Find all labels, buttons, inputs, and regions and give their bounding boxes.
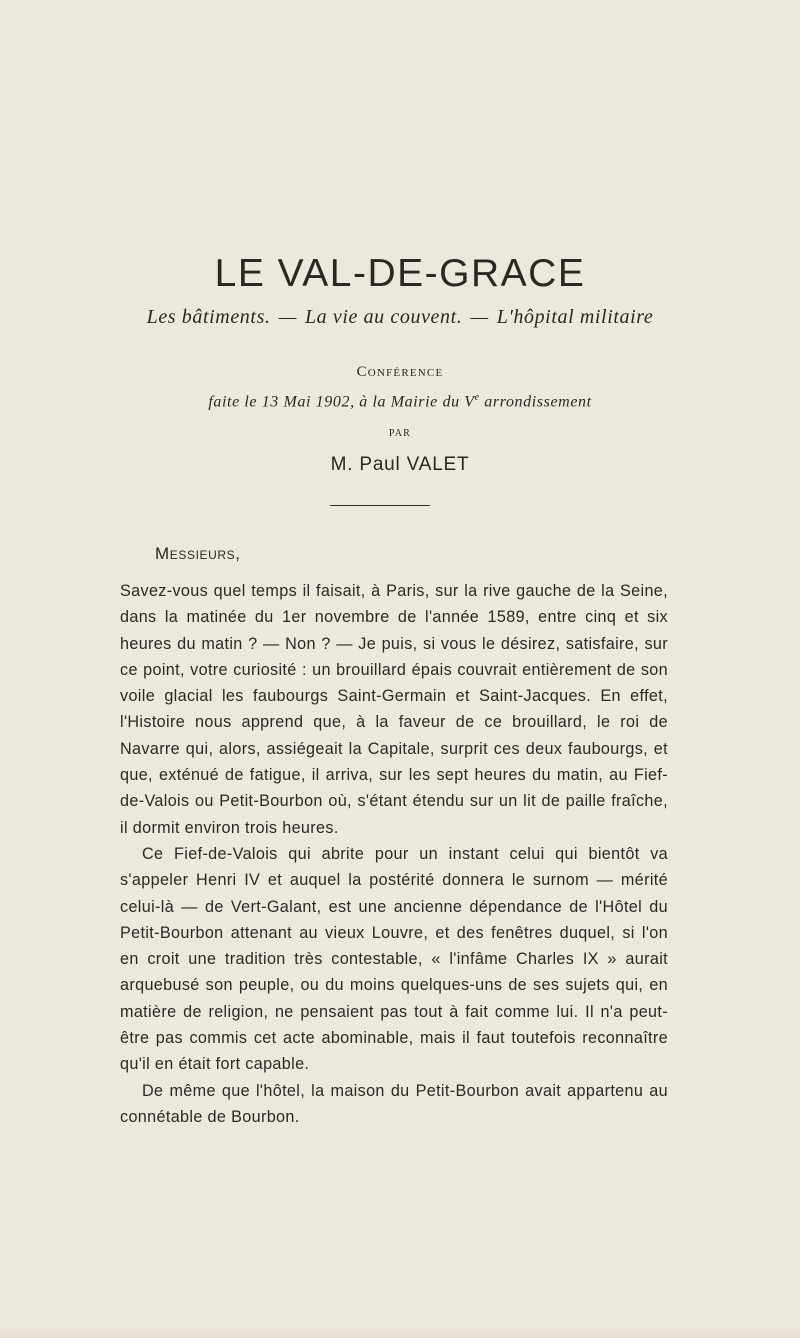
salutation: Messieurs, xyxy=(155,544,241,563)
conference-date-arrondissement: arrondissement xyxy=(479,393,592,411)
author-name: M. Paul VALET xyxy=(330,454,470,475)
conference-date-line xyxy=(0,392,800,411)
conference-heading: Conférence xyxy=(356,364,444,380)
paragraph: Ce Fief-de-Valois qui abrite pour un instant celui qui bientôt va s'appeler Henri IV et auquel la postérité donnera le surnom — mérité celui-là — de Vert-Galant, est une ancienne dépendance de l'Hôtel du Petit-Bourbon attenant au vieux Louvre, et des fenêtres duquel, si l'on en croit une tradition très contestable, « l'infâme Charles IX » aurait arquebusé son peuple, ou du moins quelques-uns de ses sujets qui, en matière de religion, ne pensaient pas tout à fait comme lui. Il n'a peut-être pas commis cet acte abominable, mais il faut toutefois reconnaître qu'il en était fort capable. xyxy=(120,844,668,1074)
arrondissement-superscript: e xyxy=(474,392,480,403)
subtitle-part-buildings: Les bâtiments. xyxy=(146,306,271,328)
subtitle-separator: — xyxy=(470,306,489,328)
document-title: LE VAL-DE-GRACE xyxy=(214,252,586,295)
section-divider xyxy=(330,505,430,506)
subtitle-part-military-hospital: L'hôpital militaire xyxy=(496,306,654,328)
by-label: PAR xyxy=(388,428,412,439)
body-text xyxy=(120,578,668,1130)
subtitle xyxy=(0,306,800,329)
subtitle-part-convent-life: La vie au couvent. xyxy=(304,306,463,328)
page-bottom-edge xyxy=(0,1324,800,1338)
subtitle-separator: — xyxy=(278,306,297,328)
paragraph: Savez-vous quel temps il faisait, à Paris, sur la rive gauche de la Seine, dans la matinée du 1er novembre de l'année 1589, entre cinq et six heures du matin ? — Non ? — Je puis, si vous le désirez, satisfaire, sur ce point, votre curiosité : un brouillard épais couvrait entièrement de son voile glacial les faubourgs Saint-Germain et Saint-Jacques. En effet, l'Histoire nous apprend que, à la faveur de ce brouillard, le roi de Navarre qui, alors, assiégeait la Capitale, surprit ces deux faubourgs, et que, exténué de fatigue, il arriva, sur les sept heures du matin, au Fief-de-Valois ou Petit-Bourbon où, s'étant étendu sur un lit de paille fraîche, il dormit environ trois heures. xyxy=(120,582,668,837)
conference-date-text: faite le 13 Mai 1902, à la Mairie du V xyxy=(208,393,475,411)
paragraph: De même que l'hôtel, la maison du Petit-Bourbon avait appartenu au connétable de Bourbon. xyxy=(120,1081,668,1126)
